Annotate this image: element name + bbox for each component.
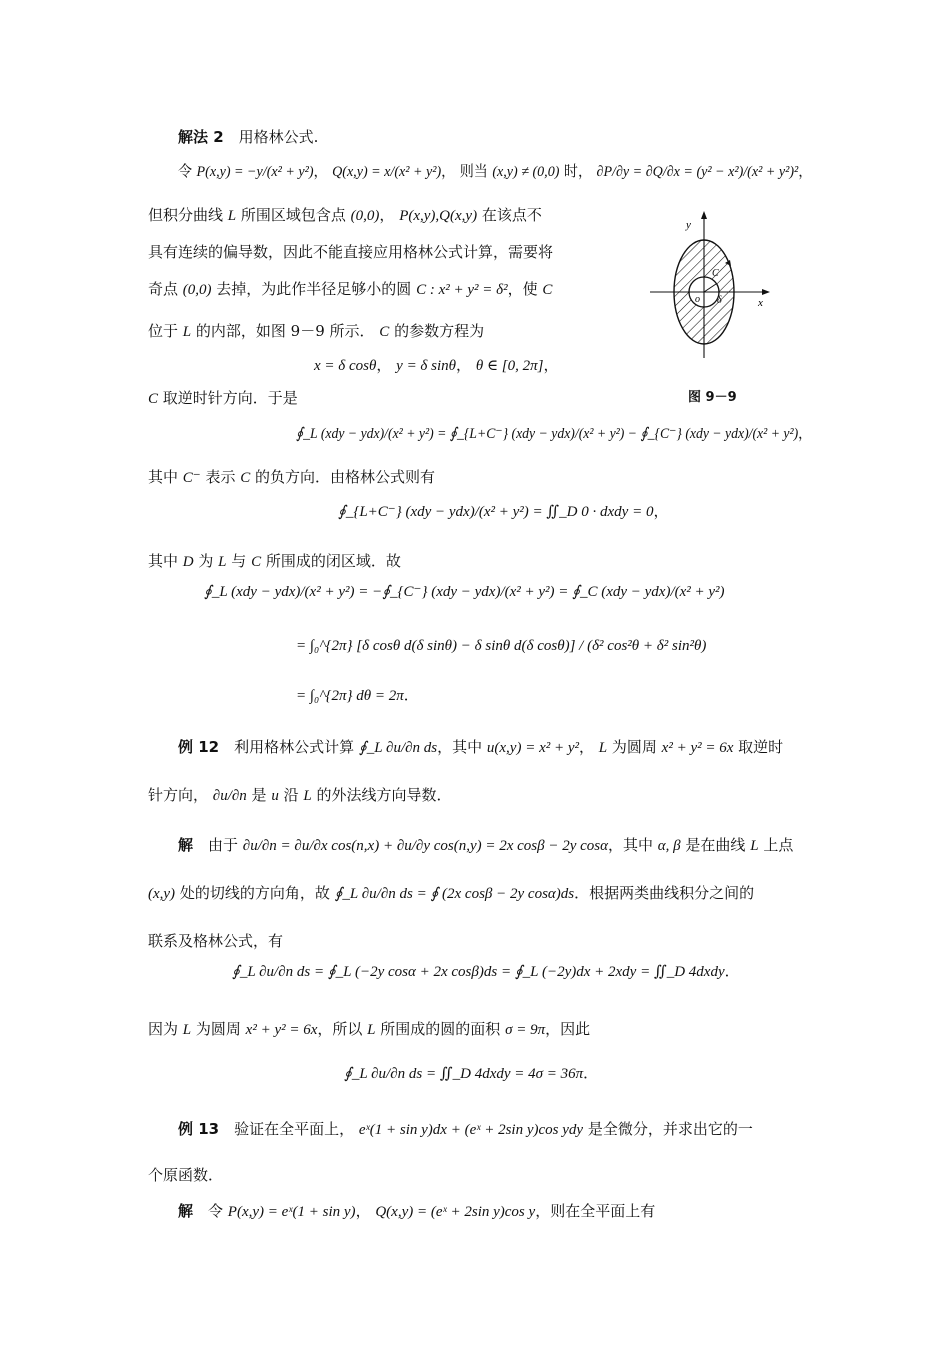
math-expression: L — [182, 324, 192, 340]
math-expression: (x,y) ≠ (0,0) — [492, 164, 560, 180]
text-line-l14 — [296, 634, 706, 657]
text-line-l25 — [148, 1164, 223, 1186]
text-line-l12 — [148, 550, 401, 573]
body-text: 处的切线的方向角，故 — [175, 884, 335, 902]
math-expression: u(x,y) = x² + y² — [486, 740, 579, 756]
text-line-l13 — [204, 580, 725, 603]
label-origin: o — [695, 294, 700, 305]
body-text: ．根据两类曲线积分之间的 — [574, 884, 755, 902]
text-line-l18 — [178, 834, 793, 857]
body-text: 针方向， — [148, 786, 213, 804]
body-text: ， — [653, 502, 669, 520]
math-expression: α, β — [657, 838, 681, 854]
math-expression: C — [379, 324, 390, 340]
body-text: 验证在全平面上， — [219, 1120, 359, 1138]
body-text: 所围成的圆的面积 — [375, 1020, 506, 1038]
text-line-l16 — [178, 736, 783, 759]
math-expression: y = δ sinθ — [396, 358, 457, 374]
body-text: ， — [579, 738, 599, 756]
math-expression: θ ∈ [0, 2π] — [475, 358, 544, 374]
math-expression: ∮_L ∂u/∂n ds — [358, 740, 438, 756]
math-expression: P(x,y) = eˣ(1 + sin y) — [227, 1204, 356, 1220]
body-text: ，因此 — [545, 1020, 591, 1038]
math-expression: ∂u/∂n — [212, 788, 247, 804]
text-line-l20 — [148, 930, 283, 952]
math-expression: L — [750, 838, 759, 854]
math-expression: x² + y² = 6x — [245, 1022, 318, 1038]
body-text: 表示 — [200, 468, 241, 486]
body-text: ． — [583, 1064, 599, 1082]
label-C: C — [712, 268, 719, 279]
math-expression: C — [240, 470, 251, 486]
math-expression: Q(x,y) = (eˣ + 2sin y)cos y — [375, 1204, 536, 1220]
body-text: 的负方向．由格林公式则有 — [250, 468, 436, 486]
math-expression: ∮_L (xdy − ydx)/(x² + y²) = −∮_{C⁻} (xdy − ydx)/(x² + y²) = ∮_C (xdy − ydx)/(x² + y²) — [204, 584, 725, 600]
math-expression: u — [271, 788, 279, 804]
body-text: 取逆时针方向．于是 — [158, 389, 298, 407]
label-y: y — [686, 219, 691, 231]
body-text: ，所以 — [317, 1020, 368, 1038]
body-text: ，其中 — [608, 836, 658, 854]
math-expression: = ∫₀^{2π} dθ = 2π — [296, 688, 404, 704]
math-expression: (x,y) — [148, 886, 176, 902]
y-axis-arrow-icon — [701, 211, 707, 219]
math-expression: C — [148, 391, 159, 407]
body-text: 所围区域包含点 — [236, 206, 351, 224]
math-expression: ∮_L ∂u/∂n ds = ∮_L (−2y cosα + 2x cosβ)ds = ∮_L (−2y)dx + 2xdy = ∬_D 4dxdy — [232, 964, 725, 980]
body-text: ，其中 — [437, 738, 487, 756]
text-line-l19 — [148, 882, 754, 905]
math-expression: L — [598, 740, 608, 756]
text-line-l10 — [148, 466, 435, 489]
body-text: 时， — [559, 162, 597, 180]
text-line-l02 — [178, 160, 812, 183]
math-expression: C — [542, 282, 553, 298]
math-expression: D — [182, 554, 194, 570]
bold-label: 解 — [178, 836, 194, 854]
body-text: ，则在全平面上有 — [535, 1202, 656, 1220]
body-text: 因为 — [148, 1020, 183, 1038]
ellipse-region-diagram — [646, 206, 776, 366]
text-line-l05 — [148, 278, 552, 301]
text-line-l08 — [148, 387, 298, 410]
body-text: 联系及格林公式，有 — [148, 932, 284, 950]
body-text: 位于 — [148, 322, 183, 340]
math-expression: ∮_L ∂u/∂n ds = ∮ (2x cosβ − 2y cosα)ds — [334, 886, 575, 902]
text-line-l04 — [148, 241, 553, 263]
math-expression: L — [303, 788, 312, 804]
body-text: ， — [798, 162, 813, 180]
body-text: ． — [724, 962, 740, 980]
math-expression: C : x² + y² = δ² — [416, 282, 508, 298]
label-x: x — [758, 297, 763, 309]
body-text: ，使 — [507, 280, 543, 298]
text-line-l07 — [314, 354, 559, 377]
body-text: 由于 — [193, 836, 243, 854]
body-text: 的内部，如图 9－9 所示． — [191, 322, 380, 340]
body-text: 其中 — [148, 468, 183, 486]
body-text: 是在曲线 — [680, 836, 751, 854]
text-line-l22 — [148, 1018, 590, 1041]
body-text: 去掉，为此作半径足够小的圆 — [211, 280, 417, 298]
math-expression: L — [227, 208, 237, 224]
math-expression: (0,0) — [350, 208, 380, 224]
body-text: ． — [403, 686, 419, 704]
math-expression: eˣ(1 + sin y)dx + (eˣ + 2sin y)cos ydy — [358, 1122, 584, 1138]
body-text: 是 — [246, 786, 272, 804]
text-line-l24 — [178, 1118, 753, 1141]
math-expression: C — [251, 554, 262, 570]
math-expression: (0,0) — [182, 282, 212, 298]
figure-9-9 — [646, 206, 776, 366]
body-text: 为圆周 — [191, 1020, 246, 1038]
body-text: 用格林公式. — [223, 128, 319, 146]
body-text: 个原函数． — [148, 1166, 224, 1184]
math-expression: ∂u/∂n = ∂u/∂x cos(n,x) + ∂u/∂y cos(n,y) = 2x cosβ − 2y cosα — [242, 838, 609, 854]
math-expression: ∂P/∂y = ∂Q/∂x = (y² − x²)/(x² + y²)² — [596, 164, 799, 180]
body-text: 为圆周 — [607, 738, 662, 756]
math-expression: = ∫₀^{2π} [δ cosθ d(δ sinθ) − δ sinθ d(δ cosθ)] / (δ² cos²θ + δ² sin²θ) — [296, 638, 707, 654]
body-text: 沿 — [278, 786, 304, 804]
body-text: 与 — [226, 552, 252, 570]
body-text: ， — [456, 356, 476, 374]
text-line-l01 — [178, 126, 318, 148]
body-text: ， — [313, 162, 333, 180]
body-text: 的外法线方向导数． — [311, 786, 452, 804]
body-text: 取逆时 — [733, 738, 784, 756]
figure-caption: 图 9－9 — [688, 390, 737, 405]
math-expression: ∮_L ∂u/∂n ds = ∬_D 4dxdy = 4σ = 36π — [344, 1066, 584, 1082]
text-line-l06 — [148, 320, 484, 343]
body-text: 上点 — [758, 836, 794, 854]
body-text: 的参数方程为 — [389, 322, 485, 340]
body-text: 令 — [193, 1202, 228, 1220]
label-delta: δ — [717, 295, 722, 306]
math-expression: L — [367, 1022, 376, 1038]
body-text: ， — [355, 1202, 376, 1220]
math-expression: P(x,y) = −y/(x² + y²) — [196, 164, 314, 180]
math-expression: σ = 9π — [505, 1022, 546, 1038]
body-text: ， — [543, 356, 559, 374]
math-expression: L — [218, 554, 227, 570]
body-text: 但积分曲线 — [148, 206, 228, 224]
math-expression: L — [182, 1022, 192, 1038]
text-line-l09 — [296, 422, 812, 445]
bold-label: 例 12 — [178, 738, 220, 756]
text-line-l11 — [338, 500, 668, 523]
body-text: ， — [798, 424, 812, 442]
math-expression: x² + y² = 6x — [661, 740, 734, 756]
body-text: ， — [379, 206, 400, 224]
math-expression: C⁻ — [182, 470, 201, 486]
text-line-l03 — [148, 204, 542, 227]
body-text: 所围成的闭区域．故 — [261, 552, 401, 570]
body-text: ， — [376, 356, 397, 374]
text-line-l23 — [344, 1062, 598, 1085]
bold-label: 解法 2 — [178, 128, 224, 146]
text-line-l15 — [296, 684, 419, 707]
math-expression: x = δ cosθ — [314, 358, 377, 374]
bold-label: 例 13 — [178, 1120, 220, 1138]
body-text: 奇点 — [148, 280, 183, 298]
body-text: 具有连续的偏导数，因此不能直接应用格林公式计算，需要将 — [148, 243, 554, 261]
body-text: 为 — [193, 552, 219, 570]
text-line-l26 — [178, 1200, 655, 1223]
body-text: 其中 — [148, 552, 183, 570]
body-text: 令 — [178, 162, 197, 180]
math-expression: ∮_L (xdy − ydx)/(x² + y²) = ∮_{L+C⁻} (xdy − ydx)/(x² + y²) − ∮_{C⁻} (xdy − ydx)/(x² + y²) — [296, 426, 799, 442]
bold-label: 解 — [178, 1202, 194, 1220]
math-expression: ∮_{L+C⁻} (xdy − ydx)/(x² + y²) = ∬_D 0 · dxdy = 0 — [338, 504, 654, 520]
math-expression: P(x,y),Q(x,y) — [399, 208, 478, 224]
text-line-l17 — [148, 784, 452, 807]
x-axis-arrow-icon — [762, 289, 770, 295]
body-text: ， 则当 — [441, 162, 493, 180]
body-text: 利用格林公式计算 — [219, 738, 359, 756]
math-expression: Q(x,y) = x/(x² + y²) — [332, 164, 442, 180]
body-text: 在该点不 — [477, 206, 542, 224]
body-text: 是全微分，并求出它的一 — [583, 1120, 753, 1138]
text-line-l21 — [232, 960, 740, 983]
